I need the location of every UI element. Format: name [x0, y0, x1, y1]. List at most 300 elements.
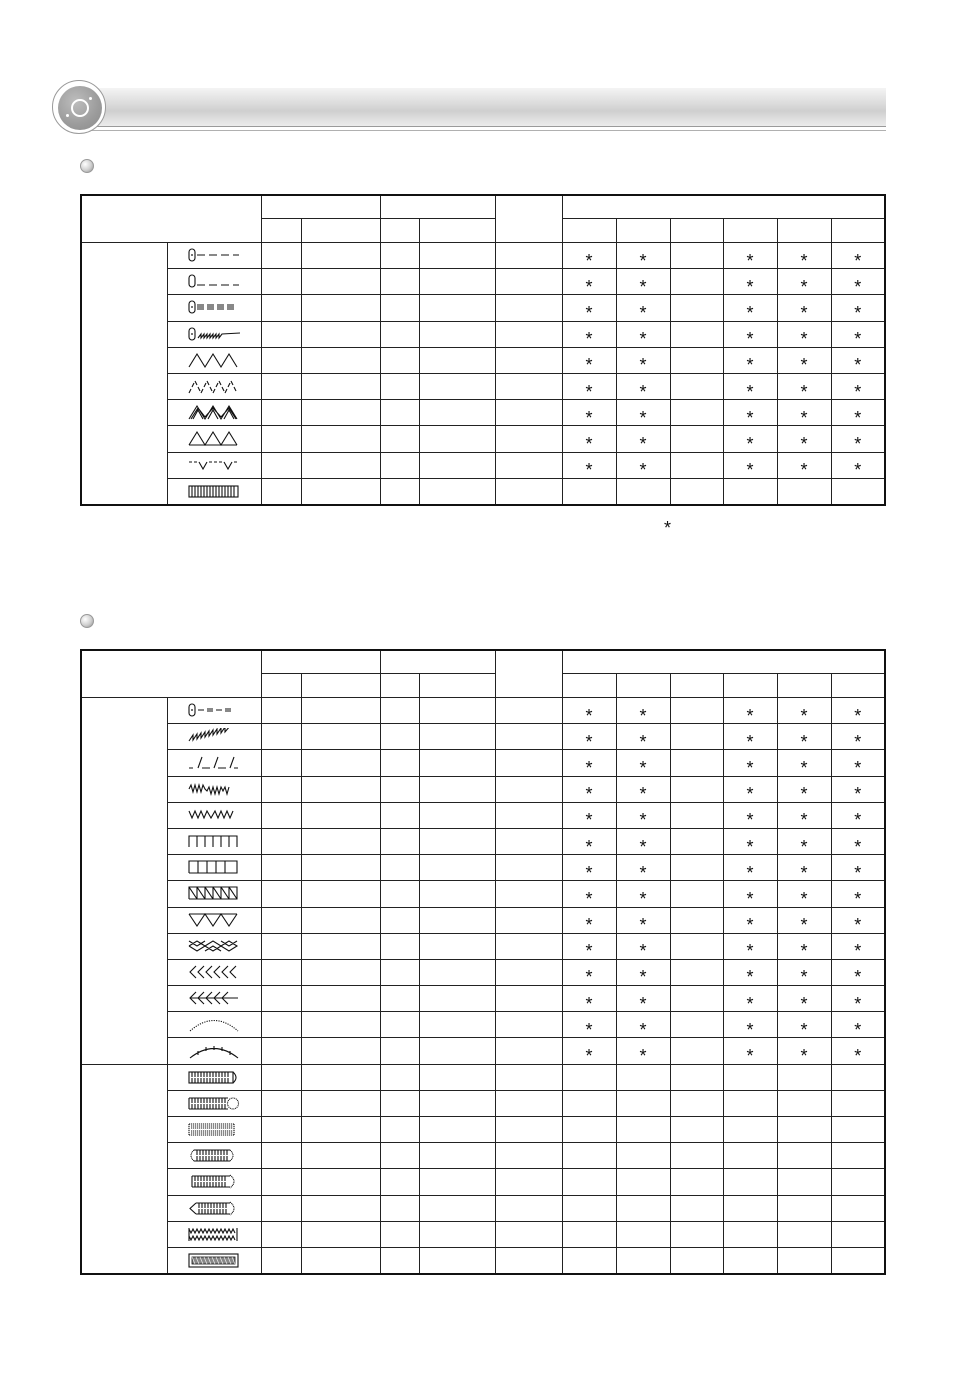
value-cell — [261, 750, 301, 776]
value-cell — [261, 907, 301, 933]
stitch-icon-cell — [167, 1038, 261, 1064]
compatibility-cell — [723, 959, 777, 988]
value-cell — [301, 347, 380, 373]
stitch-icon-cell — [167, 1117, 261, 1143]
value-cell — [261, 400, 301, 426]
stitch-icon-cell — [167, 881, 261, 907]
table-row — [81, 1117, 885, 1143]
star-mark: * — [746, 993, 754, 1014]
compatibility-cell — [616, 1221, 670, 1247]
compatibility-cell — [562, 373, 616, 402]
compatibility-cell — [670, 1195, 723, 1221]
compatibility-cell — [562, 1117, 616, 1143]
star-mark: * — [639, 329, 647, 350]
compatibility-cell — [723, 452, 777, 481]
compatibility-cell — [616, 373, 670, 402]
value-cell — [495, 1169, 562, 1195]
compatibility-cell — [777, 750, 831, 776]
compatibility-cell — [777, 933, 831, 962]
stitch-icon-cell — [167, 986, 261, 1012]
category-cell — [81, 1064, 167, 1274]
value-cell — [380, 1012, 419, 1038]
compatibility-cell — [723, 295, 777, 321]
category-cell — [81, 698, 167, 1065]
compatibility-cell — [670, 243, 723, 269]
overcast-triangle-stitch-icon — [168, 430, 261, 447]
value-cell — [301, 321, 380, 347]
compatibility-cell — [831, 426, 885, 452]
value-cell — [380, 881, 419, 907]
compatibility-cell — [777, 400, 831, 426]
header-cell-stitch — [81, 195, 261, 243]
value-cell — [495, 802, 562, 828]
footnote-star: * — [664, 518, 672, 538]
compatibility-cell — [616, 426, 670, 452]
compatibility-cell — [670, 426, 723, 452]
value-cell — [301, 1012, 380, 1038]
compatibility-cell — [670, 907, 723, 933]
stitch-emblem-icon — [58, 86, 102, 130]
value-cell — [301, 724, 380, 750]
star-mark: * — [585, 993, 593, 1014]
stitch-icon-cell — [167, 802, 261, 828]
compatibility-cell — [777, 907, 831, 936]
value-cell — [495, 828, 562, 854]
value-cell — [380, 269, 419, 295]
compatibility-cell — [670, 828, 723, 854]
value-cell — [495, 1117, 562, 1143]
compatibility-cell — [723, 698, 777, 724]
compatibility-cell — [562, 1143, 616, 1169]
value-cell — [419, 724, 495, 750]
value-cell — [261, 1064, 301, 1090]
value-cell — [380, 959, 419, 985]
table-row — [81, 881, 885, 907]
star-mark: * — [746, 810, 754, 831]
compatibility-cell — [831, 776, 885, 805]
table-row — [81, 347, 885, 373]
value-cell — [261, 269, 301, 295]
compatibility-cell — [562, 750, 616, 776]
header-cell-group-c — [562, 650, 885, 674]
banner-underline — [82, 130, 886, 131]
square-stitch-icon — [168, 833, 261, 850]
compatibility-cell — [831, 933, 885, 962]
compatibility-cell — [723, 1090, 777, 1116]
star-mark: * — [746, 1046, 754, 1067]
value-cell — [495, 724, 562, 750]
compatibility-cell — [616, 986, 670, 1012]
table-row — [81, 959, 885, 985]
value-cell — [380, 1247, 419, 1274]
star-mark: * — [854, 460, 862, 481]
star-mark: * — [746, 757, 754, 778]
star-mark: * — [854, 1046, 862, 1067]
compatibility-cell — [723, 400, 777, 426]
star-mark: * — [800, 915, 808, 936]
compatibility-cell — [777, 347, 831, 376]
compatibility-cell — [616, 295, 670, 321]
value-cell — [495, 907, 562, 933]
compatibility-cell — [777, 698, 831, 724]
compatibility-cell — [723, 1143, 777, 1169]
compatibility-cell — [616, 933, 670, 962]
value-cell — [301, 1117, 380, 1143]
star-mark: * — [585, 862, 593, 883]
value-cell — [495, 400, 562, 426]
stitch-icon-cell — [167, 347, 261, 373]
compatibility-cell — [831, 452, 885, 481]
compatibility-cell — [831, 802, 885, 831]
value-cell — [380, 347, 419, 373]
table-row — [81, 724, 885, 750]
value-cell — [495, 1247, 562, 1274]
value-cell — [419, 1038, 495, 1064]
stitch-icon-cell — [167, 828, 261, 854]
star-mark: * — [800, 757, 808, 778]
compatibility-cell — [562, 1195, 616, 1221]
compatibility-cell — [670, 986, 723, 1012]
stitch-icon-cell — [167, 295, 261, 321]
value-cell — [419, 452, 495, 478]
star-mark: * — [800, 967, 808, 988]
compatibility-cell — [777, 1247, 831, 1274]
table-row — [81, 426, 885, 452]
straight-stitch-center-icon — [168, 273, 261, 290]
value-cell — [261, 855, 301, 881]
star-mark: * — [800, 705, 808, 726]
compatibility-cell — [831, 1038, 885, 1067]
value-cell — [380, 426, 419, 452]
compatibility-cell — [777, 881, 831, 907]
value-cell — [301, 1064, 380, 1090]
star-mark: * — [746, 381, 754, 402]
star-mark: * — [800, 302, 808, 323]
compatibility-cell — [562, 855, 616, 881]
stitch-icon-cell — [167, 373, 261, 399]
star-mark: * — [585, 302, 593, 323]
value-cell — [261, 1195, 301, 1221]
star-mark: * — [585, 1046, 593, 1067]
value-cell — [261, 828, 301, 854]
star-mark: * — [800, 250, 808, 271]
star-mark: * — [639, 302, 647, 323]
value-cell — [419, 1143, 495, 1169]
compatibility-cell — [670, 881, 723, 907]
compatibility-cell — [723, 776, 777, 805]
star-mark: * — [585, 810, 593, 831]
star-mark: * — [639, 276, 647, 297]
value-cell — [419, 426, 495, 452]
compatibility-cell — [831, 1064, 885, 1090]
value-cell — [261, 243, 301, 269]
value-cell — [495, 243, 562, 269]
star-mark: * — [854, 381, 862, 402]
value-cell — [380, 452, 419, 478]
table-row — [81, 1143, 885, 1169]
compatibility-cell — [562, 1169, 616, 1195]
table-row — [81, 1090, 885, 1116]
value-cell — [301, 986, 380, 1012]
star-mark: * — [746, 355, 754, 376]
compatibility-cell — [562, 1221, 616, 1247]
double-wave-stitch-icon — [168, 781, 261, 798]
value-cell — [380, 855, 419, 881]
star-mark: * — [639, 731, 647, 752]
stitch-table-decorative — [80, 649, 886, 1275]
star-mark: * — [746, 433, 754, 454]
straight-stitch-left-icon — [168, 247, 261, 264]
table2-body — [81, 698, 885, 1275]
star-mark: * — [800, 381, 808, 402]
value-cell — [495, 1090, 562, 1116]
value-cell — [261, 1247, 301, 1274]
value-cell — [380, 750, 419, 776]
star-mark: * — [854, 1019, 862, 1040]
value-cell — [380, 698, 419, 724]
value-cell — [301, 1038, 380, 1064]
header-cell-group-b — [380, 195, 495, 219]
value-cell — [380, 321, 419, 347]
value-cell — [419, 269, 495, 295]
value-cell — [301, 933, 380, 959]
table-row — [81, 373, 885, 399]
table1-body — [81, 243, 885, 505]
value-cell — [419, 959, 495, 985]
star-mark: * — [585, 941, 593, 962]
compatibility-cell — [616, 959, 670, 988]
stitch-icon-cell — [167, 1169, 261, 1195]
table-row — [81, 933, 885, 959]
table-row — [81, 1012, 885, 1038]
star-mark: * — [800, 784, 808, 805]
value-cell — [261, 1143, 301, 1169]
star-mark: * — [639, 433, 647, 454]
value-cell — [495, 1064, 562, 1090]
table-row — [81, 269, 885, 295]
section2-bullet-icon — [80, 614, 94, 628]
table-row — [81, 855, 885, 881]
value-cell — [380, 400, 419, 426]
value-cell — [380, 295, 419, 321]
compatibility-cell — [616, 1247, 670, 1274]
buttonhole-zigzag-icon — [168, 1226, 261, 1243]
compatibility-cell — [831, 1090, 885, 1116]
value-cell — [495, 426, 562, 452]
compatibility-cell — [777, 855, 831, 881]
compatibility-cell — [670, 933, 723, 959]
compatibility-cell — [616, 1143, 670, 1169]
value-cell — [419, 881, 495, 907]
compatibility-cell — [670, 478, 723, 505]
table-row — [81, 750, 885, 776]
stitch-icon-cell — [167, 1221, 261, 1247]
value-cell — [380, 776, 419, 802]
stitch-icon-cell — [167, 724, 261, 750]
compatibility-cell — [723, 347, 777, 376]
star-mark: * — [585, 915, 593, 936]
star-mark: * — [585, 836, 593, 857]
value-cell — [301, 855, 380, 881]
compatibility-cell — [616, 400, 670, 426]
compatibility-cell — [670, 295, 723, 321]
compatibility-cell — [670, 750, 723, 776]
table-row — [81, 295, 885, 321]
buttonhole-tapered-icon — [168, 1200, 261, 1217]
compatibility-cell — [777, 373, 831, 402]
stretch-stitch-icon — [168, 326, 261, 343]
buttonhole-round-icon — [168, 1069, 261, 1086]
value-cell — [380, 907, 419, 933]
star-mark: * — [746, 705, 754, 726]
compatibility-cell — [616, 1064, 670, 1090]
compatibility-cell — [562, 959, 616, 988]
compatibility-cell — [562, 724, 616, 750]
value-cell — [380, 802, 419, 828]
compatibility-cell — [723, 986, 777, 1012]
compatibility-cell — [616, 907, 670, 936]
value-cell — [495, 452, 562, 478]
star-mark: * — [639, 888, 647, 909]
table-row — [81, 802, 885, 828]
value-cell — [419, 1090, 495, 1116]
compatibility-cell — [723, 750, 777, 776]
value-cell — [495, 347, 562, 373]
value-cell — [301, 1221, 380, 1247]
value-cell — [301, 750, 380, 776]
star-mark: * — [585, 329, 593, 350]
star-mark: * — [746, 407, 754, 428]
value-cell — [380, 1117, 419, 1143]
star-mark: * — [639, 460, 647, 481]
value-cell — [495, 321, 562, 347]
compatibility-cell — [831, 243, 885, 269]
compatibility-cell — [723, 373, 777, 402]
compatibility-cell — [723, 1169, 777, 1195]
compatibility-cell — [723, 1195, 777, 1221]
compatibility-cell — [831, 269, 885, 295]
compatibility-cell — [831, 321, 885, 350]
stitch-icon-cell — [167, 698, 261, 724]
compatibility-cell — [723, 724, 777, 750]
star-mark: * — [854, 993, 862, 1014]
header-cell-group-c — [562, 195, 885, 219]
star-mark: * — [639, 407, 647, 428]
compatibility-cell — [723, 321, 777, 350]
star-mark: * — [854, 250, 862, 271]
star-mark: * — [746, 836, 754, 857]
star-mark: * — [800, 1046, 808, 1067]
buttonhole-stretch-icon — [168, 1121, 261, 1138]
value-cell — [419, 986, 495, 1012]
feather-stitch-icon — [168, 990, 261, 1007]
value-cell — [261, 1038, 301, 1064]
value-cell — [419, 828, 495, 854]
value-cell — [261, 1221, 301, 1247]
compatibility-cell — [670, 400, 723, 426]
value-cell — [301, 1247, 380, 1274]
table-row — [81, 1221, 885, 1247]
table-row — [81, 828, 885, 854]
star-mark: * — [585, 784, 593, 805]
compatibility-cell — [562, 1247, 616, 1274]
value-cell — [261, 478, 301, 505]
star-mark: * — [585, 1019, 593, 1040]
banner-bar — [82, 88, 886, 127]
compatibility-cell — [562, 933, 616, 962]
value-cell — [495, 855, 562, 881]
compatibility-cell — [562, 698, 616, 724]
compatibility-cell — [723, 269, 777, 295]
compatibility-cell — [777, 478, 831, 505]
value-cell — [261, 1169, 301, 1195]
compatibility-cell — [777, 452, 831, 481]
compatibility-cell — [670, 855, 723, 881]
compatibility-cell — [831, 881, 885, 907]
value-cell — [419, 1195, 495, 1221]
value-cell — [261, 881, 301, 907]
star-mark: * — [854, 329, 862, 350]
compatibility-cell — [562, 243, 616, 269]
compatibility-cell — [670, 802, 723, 828]
compatibility-cell — [562, 452, 616, 481]
compatibility-cell — [723, 933, 777, 962]
value-cell — [301, 373, 380, 399]
section1-bullet-icon — [80, 159, 94, 173]
value-cell — [495, 933, 562, 959]
compatibility-cell — [777, 1195, 831, 1221]
star-mark: * — [800, 836, 808, 857]
star-mark: * — [639, 915, 647, 936]
table-row — [81, 776, 885, 802]
table-row — [81, 986, 885, 1012]
stitch-icon-cell — [167, 1012, 261, 1038]
star-mark: * — [585, 705, 593, 726]
compatibility-cell — [562, 400, 616, 426]
compatibility-cell — [831, 1143, 885, 1169]
compatibility-cell — [831, 347, 885, 376]
compatibility-cell — [831, 478, 885, 505]
straight-dash-stitch-icon — [168, 702, 261, 719]
value-cell — [419, 243, 495, 269]
compatibility-cell — [562, 1038, 616, 1067]
star-mark: * — [585, 250, 593, 271]
compatibility-cell — [777, 1117, 831, 1143]
compatibility-cell — [831, 400, 885, 426]
compatibility-cell — [616, 452, 670, 481]
compatibility-cell — [831, 724, 885, 750]
compatibility-cell — [777, 1064, 831, 1090]
star-mark: * — [746, 302, 754, 323]
star-mark: * — [585, 355, 593, 376]
compatibility-cell — [616, 881, 670, 907]
value-cell — [261, 295, 301, 321]
compatibility-cell — [670, 373, 723, 399]
compatibility-cell — [831, 698, 885, 724]
star-mark: * — [746, 967, 754, 988]
compatibility-cell — [831, 1117, 885, 1143]
value-cell — [419, 478, 495, 505]
compatibility-cell — [562, 269, 616, 295]
stitch-icon-cell — [167, 1143, 261, 1169]
star-mark: * — [639, 836, 647, 857]
header-cell-single — [495, 650, 562, 698]
compatibility-cell — [616, 269, 670, 295]
star-mark: * — [800, 433, 808, 454]
value-cell — [301, 452, 380, 478]
value-cell — [419, 1247, 495, 1274]
star-mark: * — [854, 731, 862, 752]
